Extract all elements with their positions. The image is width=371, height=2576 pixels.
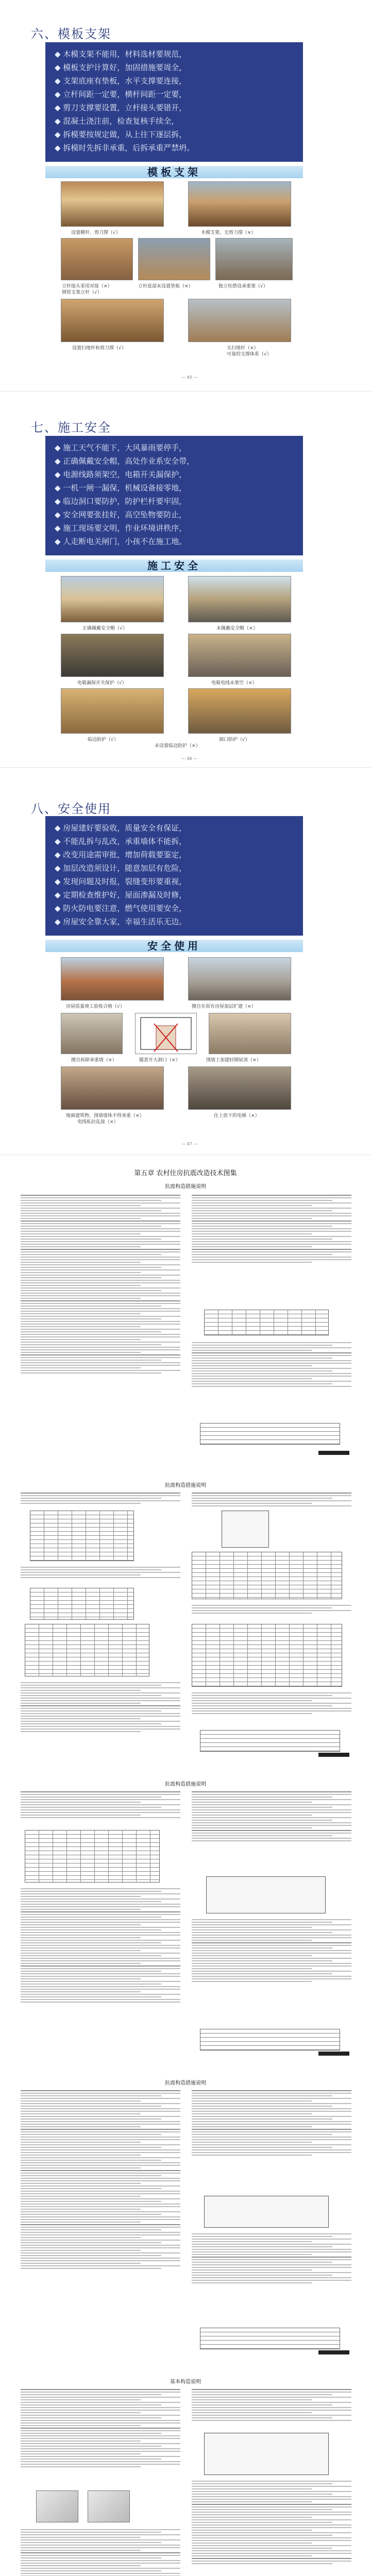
title-block (200, 2029, 340, 2050)
reference-photo (88, 2490, 130, 2522)
atlas-sheet (0, 2371, 371, 2576)
verse-line: ◆ 安全网要张挂好，高空坠物要防止， (55, 510, 187, 519)
photo-caption: 围墙上加建轻钢屋顶（×） (206, 1058, 261, 1063)
verse-line: ◆ 房屋安全靠大家，幸福生活乐无边。 (55, 917, 187, 926)
verse-line: ◆ 人走断电关闸门，小孩不在施工地。 (55, 537, 187, 546)
title-block (200, 2328, 340, 2349)
page-safe-use (0, 768, 371, 1155)
wall-opening-diagram (136, 1013, 196, 1054)
reference-photo (36, 2490, 78, 2522)
verse-line: ◆ 改变用途需审批，增加荷载要鉴定， (55, 850, 187, 859)
scaffold-photo (61, 238, 133, 280)
scaffold-photo (138, 238, 210, 280)
house-photo (188, 957, 291, 1001)
text-column (192, 1691, 351, 1716)
page-number: — 45 — (181, 375, 198, 380)
sheet-title: 抗震构造措施说明 (165, 1483, 206, 1488)
sheet-footer-bar (318, 1451, 349, 1455)
safety-photo (188, 576, 291, 622)
photo-caption: 临边防护（√） (88, 737, 119, 742)
safety-photo (188, 634, 291, 677)
atlas-sheet (0, 1475, 371, 1763)
scaffold-photo (215, 238, 293, 280)
atlas-sheet (0, 2072, 371, 2361)
title-block (200, 1730, 340, 1752)
page-number: — 47 — (181, 1142, 198, 1146)
verse-line: ◆ 不能乱拆与乱改，承重墙体不能拆， (55, 837, 187, 846)
verse-line: ◆ 一机一闸一漏保，机械设备接零地， (55, 483, 187, 493)
data-table (30, 1511, 134, 1561)
text-column (21, 1565, 180, 1580)
photo-caption: 正确佩戴安全帽（√） (82, 626, 127, 631)
page-construction-safety (0, 392, 371, 768)
photo-caption: 擅自在原有房屋加层扩建（×） (192, 1004, 256, 1009)
text-column (21, 1790, 180, 1820)
verse-line: ◆ 房屋建好要验收，质量安全有保证， (55, 823, 187, 833)
house-photo (61, 1013, 123, 1054)
section-title: 八、安全使用 (31, 802, 111, 816)
verse-line: ◆ 立杆间距一定要，横杆间距一定要， (55, 90, 187, 99)
verse-line: ◆ 发现问题及时报，裂缝变形要重视， (55, 877, 187, 886)
sheet-title: 抗震构造措施说明 (165, 1782, 206, 1787)
detail-drawing (222, 1511, 269, 1548)
verse-line: ◆ 模板支护计算好，加固措施要周全， (55, 63, 187, 72)
photo-caption: 电箱电线未架空（×） (211, 681, 257, 686)
scaffold-photo (188, 181, 291, 227)
text-column (192, 2479, 351, 2566)
text-column (192, 1918, 351, 1984)
text-column (192, 2387, 351, 2422)
data-table (192, 1624, 342, 1687)
safety-photo (61, 634, 164, 677)
house-photo (188, 1066, 291, 1110)
section-banner: 模板支架 (45, 166, 303, 178)
safety-photo (61, 688, 164, 734)
safety-photo (61, 576, 164, 622)
title-block (200, 1423, 340, 1445)
data-table (25, 1830, 160, 1883)
data-table (192, 1552, 342, 1599)
verse-line: ◆ 定期检查维护好，屋面渗漏及时修， (55, 890, 187, 900)
atlas-sheet (0, 1155, 371, 1464)
page-number: — 46 — (181, 756, 198, 761)
photo-caption: 独立柱搭设承重架（√） (218, 284, 268, 289)
scaffold-photo (61, 299, 164, 342)
data-table (30, 1588, 134, 1620)
data-table (25, 1624, 149, 1676)
verse-line: ◆ 临边洞口要防护，防护栏杆要牢固， (55, 497, 187, 506)
photo-caption: 随意开大洞口（×） (139, 1058, 180, 1063)
photo-caption: 洞口防护（√） (219, 737, 250, 742)
text-column (192, 1790, 351, 1843)
photo-caption: 地面建筑物、围墙墙体不得承重（×） (66, 1113, 144, 1118)
verse-block (45, 42, 303, 162)
text-column (192, 1341, 351, 1388)
atlas-sheet (0, 1773, 371, 2062)
detail-drawing (204, 2196, 329, 2228)
verse-line: ◆ 拆模要按规定做，从上往下逐层拆， (55, 130, 187, 139)
sheet-title: 抗震构造措施说明 (165, 2080, 206, 2086)
photo-caption: 电箱漏保开关保护（√） (77, 681, 127, 686)
text-column (21, 2528, 180, 2576)
verse-line: ◆ 支架底座有垫板，水平支撑要连接， (55, 76, 187, 86)
sheet-footer-bar (318, 2052, 349, 2056)
section-title: 六、模板支架 (31, 27, 111, 41)
photo-caption: 立杆接头采用对接（×） (62, 284, 112, 289)
detail-drawing (204, 2433, 329, 2475)
photo-caption: 钢管支架立杆（√） (62, 290, 102, 295)
photo-caption: 未佩戴安全帽（×） (216, 626, 258, 631)
sheet-footer-bar (318, 1753, 349, 1757)
text-column (21, 1491, 180, 1505)
photo-caption: 无扫地杆（×） (227, 346, 259, 351)
data-table (204, 1310, 329, 1335)
scaffold-photo (188, 299, 291, 342)
text-column (192, 1603, 351, 1615)
text-column (192, 1491, 351, 1508)
chapter-title: 第五章 农村住房抗震改造技术图集 (134, 1170, 237, 1177)
section-banner: 安全使用 (45, 940, 303, 952)
verse-line: ◆ 混凝土浇注前，检查复核手续全， (55, 116, 179, 126)
sheet-title: 基本构造说明 (170, 2379, 201, 2385)
sheet-footer-bar (318, 2350, 349, 2354)
photo-caption: 房屋质量竣工验收合格（√） (66, 1004, 125, 1009)
drawing-atlas (0, 1155, 371, 2576)
detail-drawing (206, 1876, 326, 1913)
photo-caption: 立杆底部未设置垫板（×） (138, 284, 193, 289)
wall-diagram (135, 1013, 197, 1054)
photo-caption: 擅自拆除承重墙（×） (71, 1058, 117, 1063)
photo-caption: 可靠的支撑体系（√） (227, 352, 272, 357)
photo-caption: 电线私拉乱接（×） (77, 1120, 119, 1125)
verse-line: ◆ 加层改造须设计，随意加层有危险， (55, 863, 187, 873)
house-photo (61, 1066, 164, 1110)
sheet-title: 抗震构造措施说明 (165, 1184, 206, 1190)
verse-line: ◆ 拆模时先拆非承重，后拆承重严禁坍。 (55, 143, 195, 152)
verse-line: ◆ 剪刀支撑要设置，立杆接头要错开， (55, 103, 187, 112)
text-column (192, 2089, 351, 2157)
photo-caption: 设置扫地杆和剪刀撑（√） (72, 346, 126, 351)
text-column (21, 1887, 180, 2004)
verse-line: ◆ 木模支架不能用，材料选材要规范， (55, 49, 187, 59)
verse-line: ◆ 防火防电要注意，燃气使用要安全， (55, 904, 187, 913)
verse-line: ◆ 正确佩戴安全帽，高处作业系安全带， (55, 456, 195, 466)
scaffold-photo (61, 181, 164, 227)
house-photo (209, 1013, 291, 1054)
text-column (21, 2089, 180, 2270)
photo-caption: 木模支架、无剪刀撑（×） (201, 230, 256, 235)
text-column (21, 1193, 180, 1375)
verse-block (45, 436, 303, 555)
verse-line: ◆ 施工现场要文明，作业环境讲秩序， (55, 523, 187, 533)
page-template-support (0, 0, 371, 392)
section-banner: 施工安全 (45, 560, 303, 572)
verse-block (45, 816, 303, 936)
house-photo (61, 957, 164, 1001)
verse-line: ◆ 电源线路须架空，电箱开关漏保护， (55, 470, 187, 479)
photo-caption: 住上放下的电梯（×） (214, 1113, 260, 1118)
text-column (192, 1193, 351, 1264)
section-title: 七、施工安全 (31, 420, 111, 435)
verse-line: ◆ 施工天气不能下，大风暴雨要停手， (55, 443, 187, 452)
safety-photo (188, 688, 291, 734)
photo-caption: 未设置临边防护（×） (155, 743, 200, 749)
text-column (21, 1681, 180, 1734)
text-column (21, 2387, 180, 2469)
text-column (192, 2232, 351, 2285)
photo-caption: 设置横杆、剪刀撑（√） (71, 230, 121, 235)
